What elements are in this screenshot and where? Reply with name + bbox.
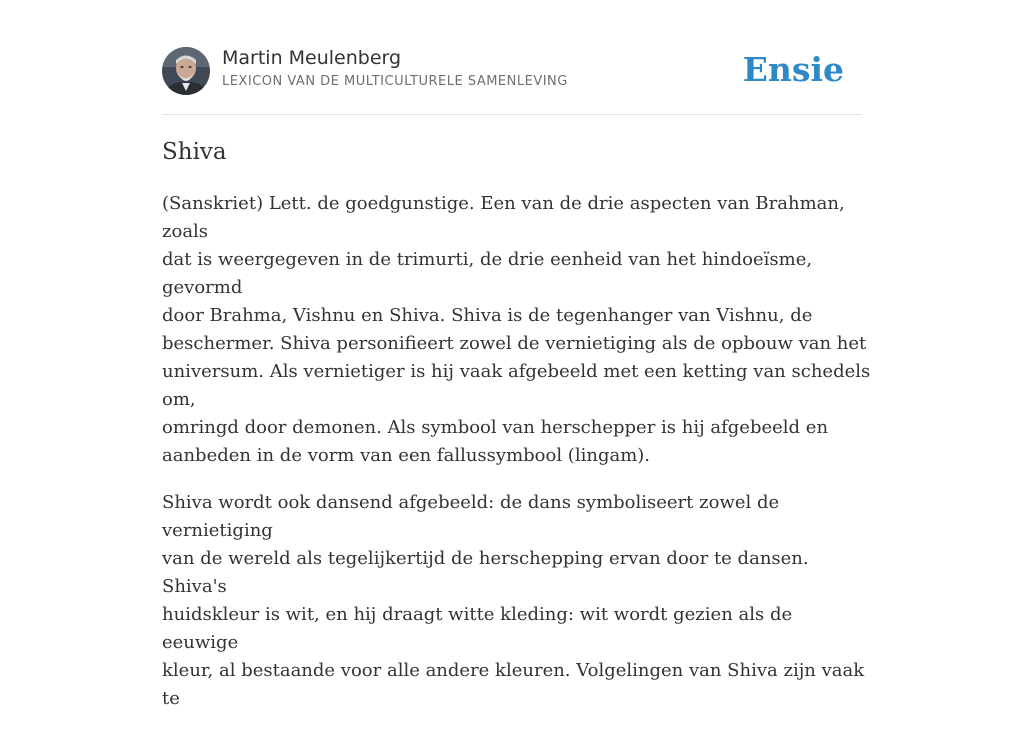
entry-paragraph: Shiva wordt ook dansend afgebeeld: de dans symboliseert zowel de vernietiging van de wereld als tegelijkertijd de herschepping ervan door te dansen. Shiva's huidskleur is wit, en hij draagt witte kleding: wit wordt gezien als de eeuwige kleur, al bestaande voor alle andere kleuren. Volgelingen van Shiva zijn vaak te <box>162 492 865 709</box>
author-avatar[interactable] <box>162 47 210 95</box>
lexicon-name[interactable]: LEXICON VAN DE MULTICULTURELE SAMENLEVING <box>222 74 568 89</box>
page-title: Shiva <box>162 139 227 165</box>
entry-header <box>162 46 862 115</box>
author-photo-icon <box>162 47 210 95</box>
author-name[interactable]: Martin Meulenberg <box>222 47 402 69</box>
ensie-logo[interactable]: Ensie <box>742 50 844 89</box>
entry-paragraph: (Sanskriet) Lett. de goedgunstige. Een van de drie aspecten van Brahman, zoals dat is weergegeven in de trimurti, de drie eenheid van het hindoeïsme, gevormd door Brahma, Vishnu en Shiva. Shiva is de tegenhanger van Vishnu, de beschermer. Shiva personifieert zowel de vernietiging als de opbouw van het universum. Als vernietiger is hij vaak afgebeeld met een ketting van schedels om, omringd door demonen. Als symbool van herschepper is hij afgebeeld en aanbeden in de vorm van een fallussymbool (lingam). <box>162 193 871 466</box>
entry-body <box>162 190 872 732</box>
